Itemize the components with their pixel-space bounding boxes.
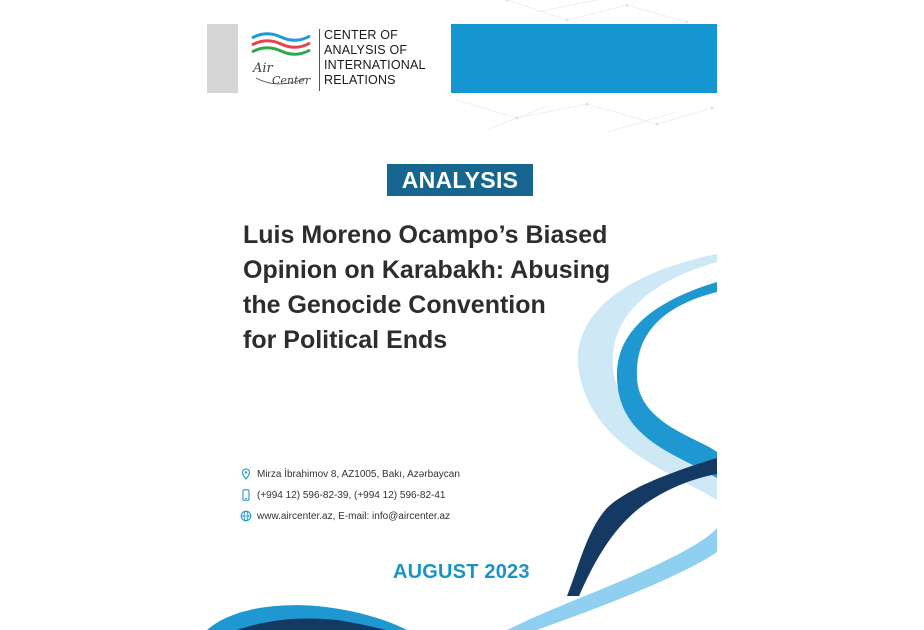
web-email-text: www.aircenter.az, E-mail: info@aircenter.az	[257, 511, 451, 522]
org-name-line: INTERNATIONAL	[324, 58, 426, 72]
org-name-line: ANALYSIS OF	[324, 43, 408, 57]
report-title	[243, 218, 663, 358]
title-line: Opinion on Karabakh: Abusing	[243, 256, 611, 284]
title-line: Luis Moreno Ocampo’s Biased	[243, 221, 608, 249]
location-pin-icon	[240, 468, 252, 480]
phone-text: (+994 12) 596-82-39, (+994 12) 596-82-41	[257, 490, 446, 501]
globe-icon	[240, 510, 252, 522]
org-name-line: RELATIONS	[324, 73, 396, 87]
svg-text:Center: Center	[272, 74, 311, 87]
org-name-line: CENTER OF	[324, 28, 399, 42]
publication-date: AUGUST 2023	[393, 561, 530, 583]
analysis-badge: ANALYSIS	[387, 164, 533, 196]
report-cover	[207, 0, 717, 630]
address-text: Mirza İbrahimov 8, AZ1005, Bakı, Azərbaycan	[257, 469, 460, 480]
title-line: for Political Ends	[243, 326, 448, 354]
title-line: the Genocide Convention	[243, 291, 546, 319]
svg-text:Air: Air	[253, 61, 273, 76]
mobile-phone-icon	[240, 489, 252, 501]
